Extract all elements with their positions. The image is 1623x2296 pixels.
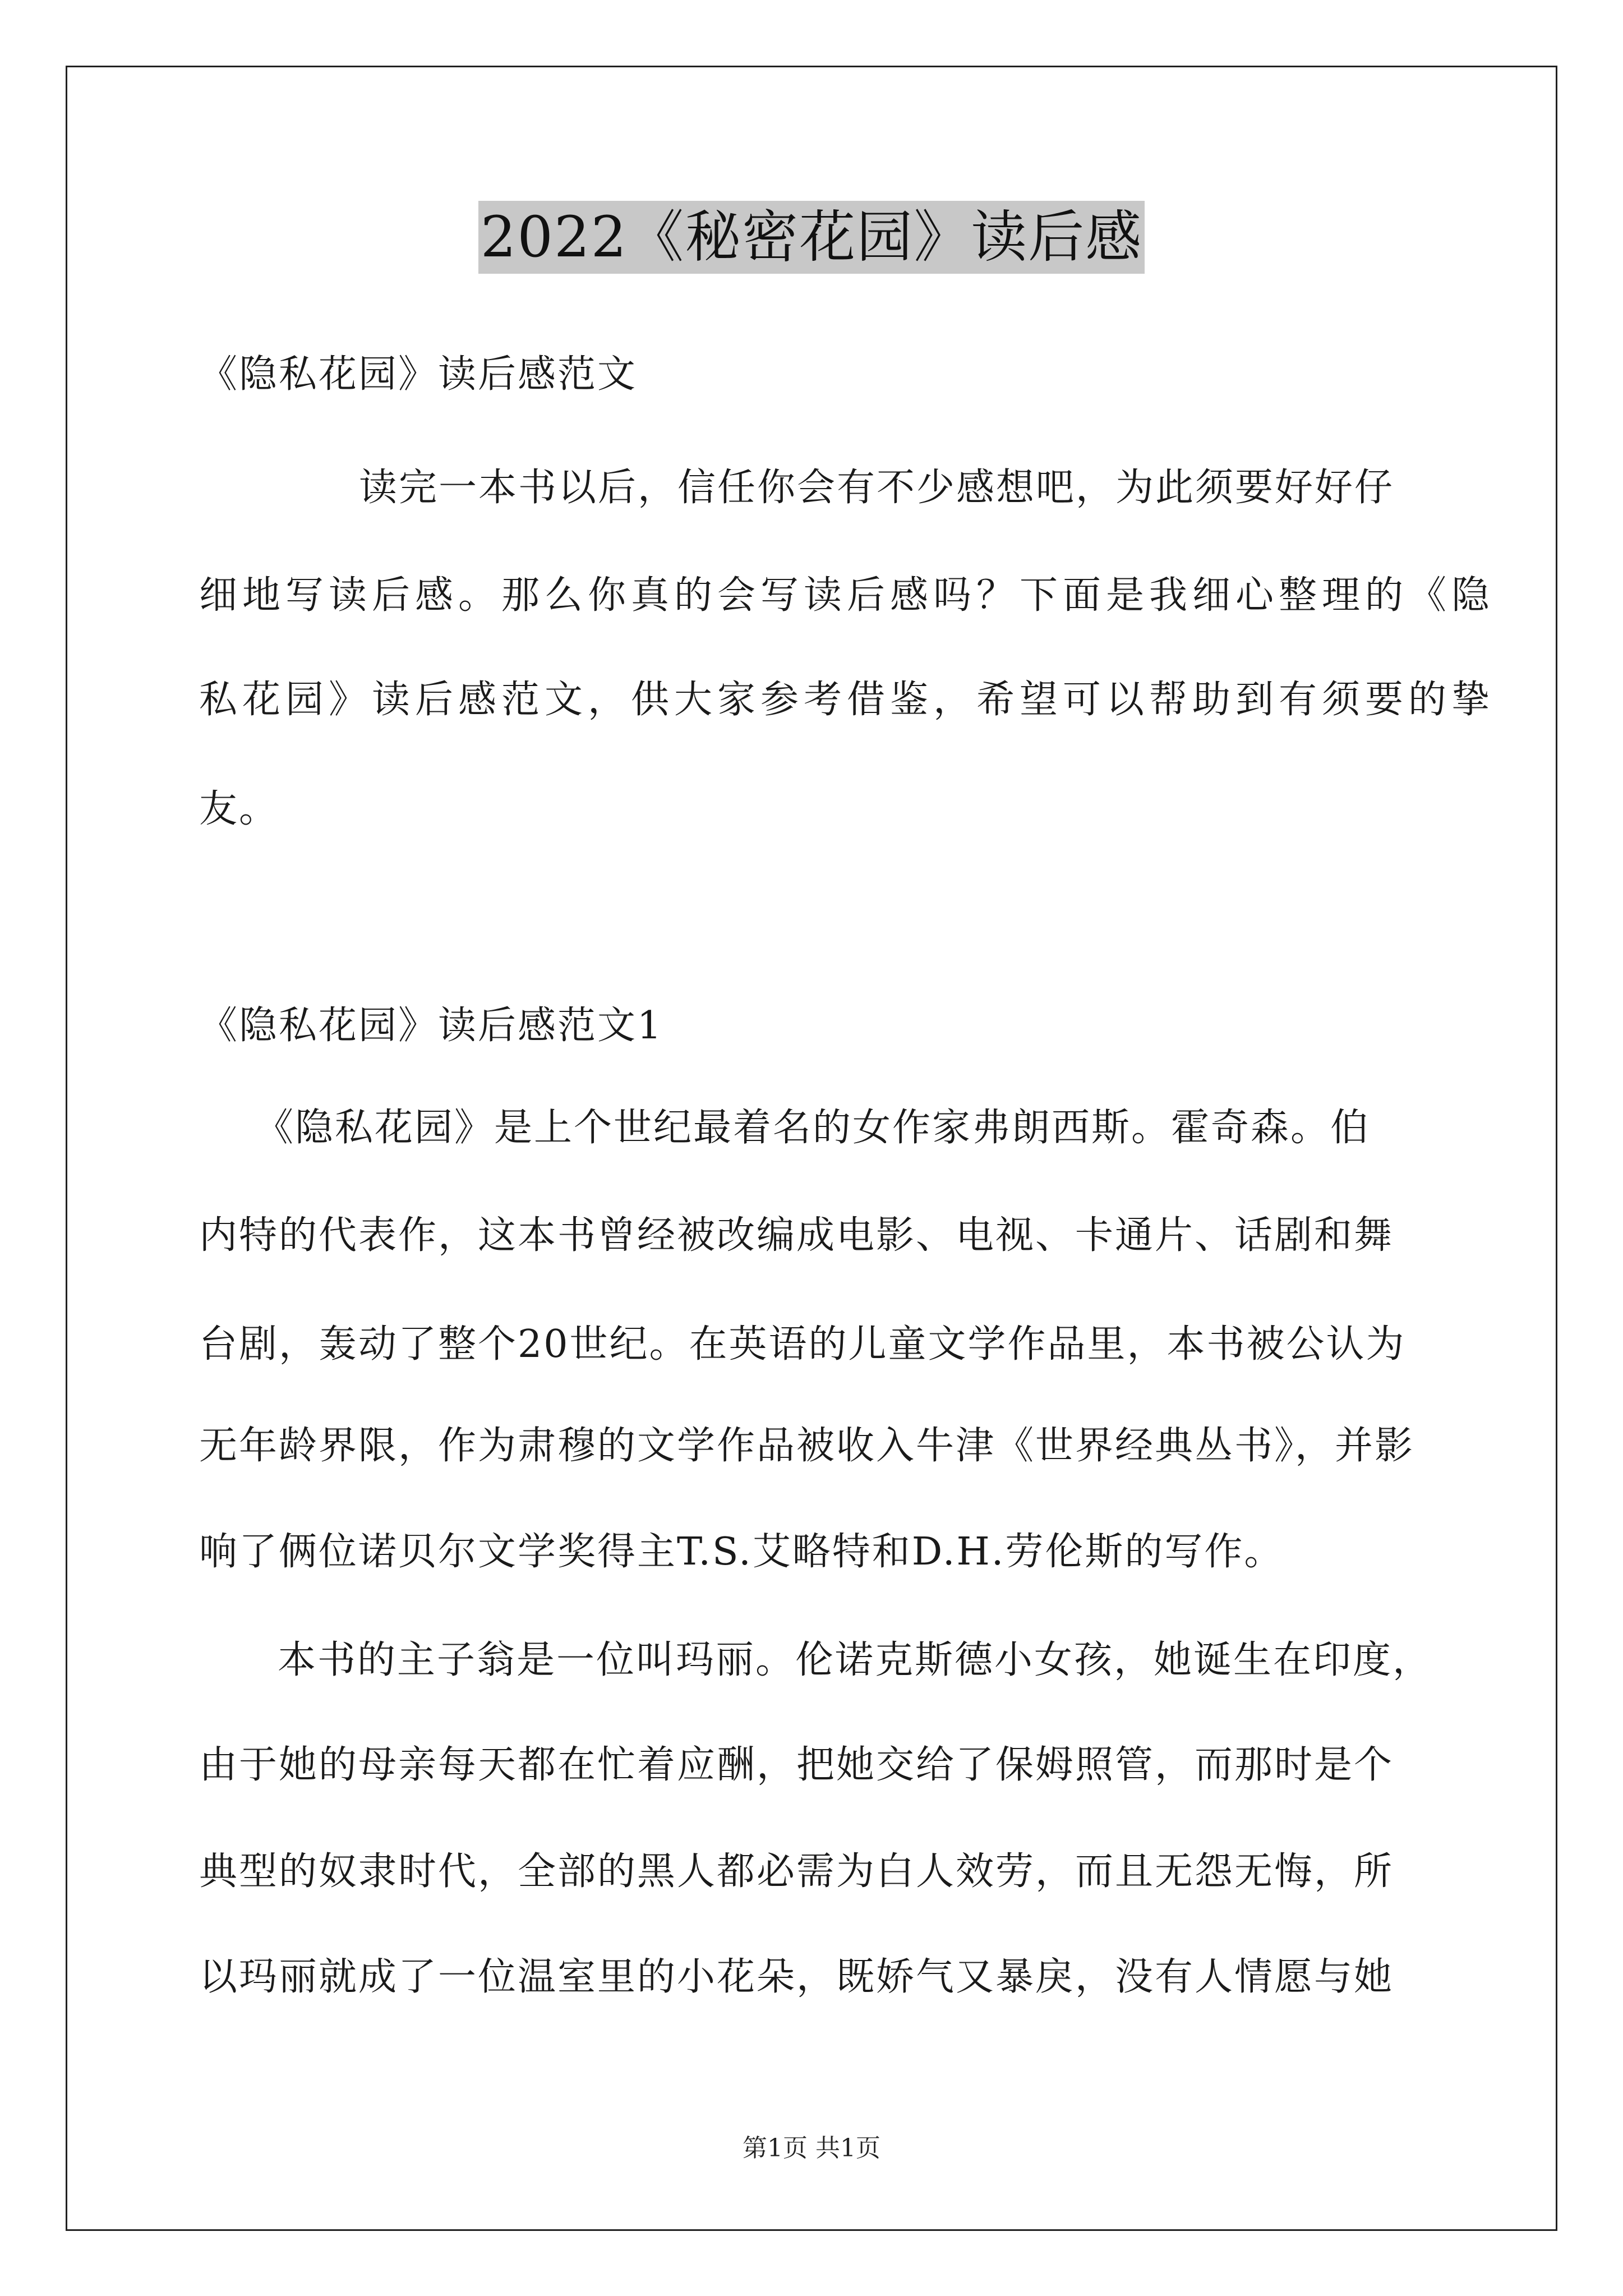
paragraph-line: 响了俩位诺贝尔文学奖得主T.S.艾略特和D.H.劳伦斯的写作。 [199,1530,1284,1574]
paragraph-line: 内特的代表作，这本书曾经被改编成电影、电视、卡通片、话剧和舞 [199,1213,1394,1258]
paragraph-line: 本书的主子翁是一位叫玛丽。伦诺克斯德小女孩，她诞生在印度， [278,1638,1433,1682]
section-heading: 《隐私花园》读后感范文 [199,352,638,397]
paragraph-line: 细地写读后感。那么你真的会写读后感吗？下面是我细心整理的《隐 [199,573,1495,618]
title-container [0,201,1623,274]
section-heading: 《隐私花园》读后感范文1 [199,1004,663,1048]
document-title: 2022《秘密花园》读后感 [478,201,1145,274]
paragraph-line: 友。 [199,787,279,831]
paragraph-line: 读完一本书以后，信任你会有不少感想吧，为此须要好好仔 [359,466,1395,510]
paragraph-line: 私花园》读后感范文，供大家参考借鉴，希望可以帮助到有须要的挚 [199,678,1495,722]
page-footer: 第1页 共1页 [743,2134,880,2162]
paragraph-line: 《隐私花园》是上个世纪最着名的女作家弗朗西斯。霍奇森。伯 [255,1106,1371,1150]
paragraph-line: 典型的奴隶时代，全部的黑人都必需为白人效劳，而且无怨无悔，所 [199,1849,1394,1894]
paragraph-line: 以玛丽就成了一位温室里的小花朵，既娇气又暴戾，没有人情愿与她 [199,1955,1394,1999]
paragraph-line: 台剧，轰动了整个20世纪。在英语的儿童文学作品里，本书被公认为 [199,1322,1406,1366]
paragraph-line: 由于她的母亲每天都在忙着应酬，把她交给了保姆照管，而那时是个 [199,1743,1394,1787]
paragraph-line: 无年龄界限，作为肃穆的文学作品被收入牛津《世界经典丛书》，并影 [199,1424,1415,1468]
